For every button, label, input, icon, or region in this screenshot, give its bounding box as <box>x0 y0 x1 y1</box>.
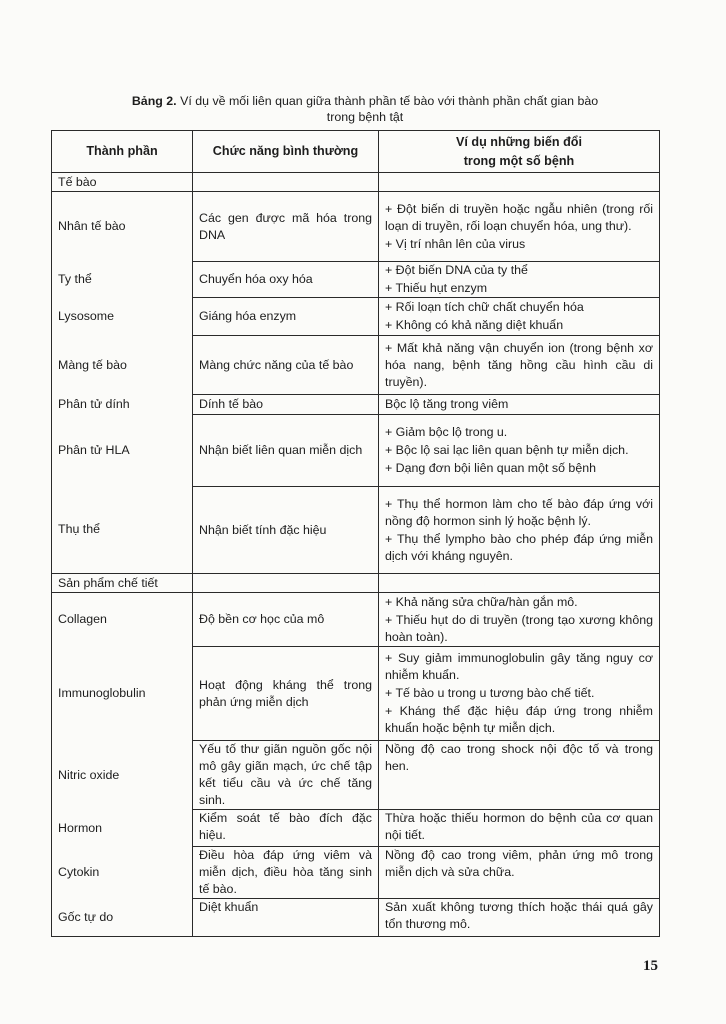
component-cell: Màng tế bào <box>52 336 193 395</box>
changes-cell <box>379 415 660 487</box>
changes-cell <box>379 810 660 847</box>
function-text: Diệt khuẩn <box>199 900 259 914</box>
changes-cell <box>379 487 660 574</box>
empty-cell <box>193 173 379 192</box>
component-cell: Cytokin <box>52 847 193 899</box>
changes-cell <box>379 899 660 937</box>
function-text: Kiểm soát tế bào đích đặc hiệu. <box>199 811 372 842</box>
function-cell <box>193 395 379 415</box>
table-row <box>52 810 660 847</box>
empty-cell <box>379 574 660 593</box>
table-row <box>52 192 660 262</box>
changes-cell <box>379 298 660 336</box>
component-cell: Phân tử HLA <box>52 415 193 487</box>
function-text: Dính tế bào <box>199 397 264 411</box>
function-text: Giáng hóa enzym <box>199 309 297 323</box>
function-cell <box>193 487 379 574</box>
function-cell <box>193 415 379 487</box>
caption-text: Ví dụ về mối liên quan giữa thành phần tế bào với thành phần chất gian bào <box>180 94 599 108</box>
function-cell <box>193 899 379 937</box>
change-item: + Đột biến di truyền hoặc ngẫu nhiên (trong rối loạn di truyền, rối loạn chuyển hóa, ung thư). <box>385 201 653 233</box>
empty-cell <box>379 173 660 192</box>
change-item: + Thụ thể hormon làm cho tế bào đáp ứng với nồng độ hormon sinh lý hoặc bệnh lý. <box>385 496 653 528</box>
change-item: + Mất khả năng vận chuyển ion (trong bệnh xơ hóa nang, bệnh tăng hồng cầu hình cầu di truyền). <box>385 340 653 389</box>
component-cell: Thụ thể <box>52 487 193 574</box>
change-item: + Thiếu hụt enzym <box>385 281 488 295</box>
changes-cell <box>379 593 660 647</box>
component-cell: Hormon <box>52 810 193 847</box>
table-row <box>52 262 660 298</box>
table-row <box>52 847 660 899</box>
change-item: + Kháng thể đặc hiệu đáp ứng trong nhiễm khuẩn hoặc bệnh tự miễn dịch. <box>385 704 653 735</box>
changes-cell <box>379 741 660 810</box>
table-row <box>52 593 660 647</box>
group-title: Sản phẩm chế tiết <box>52 574 193 593</box>
function-cell <box>193 336 379 395</box>
disease-component-table <box>51 130 660 937</box>
function-text: Hoạt động kháng thể trong phản ứng miễn dịch <box>199 677 372 709</box>
function-cell <box>193 847 379 899</box>
changes-cell <box>379 262 660 298</box>
component-cell: Immunoglobulin <box>52 647 193 741</box>
changes-cell <box>379 647 660 741</box>
change-item: + Bộc lộ sai lạc liên quan bệnh tự miễn dịch. <box>385 443 629 457</box>
change-item: Nồng độ cao trong viêm, phản ứng mô trong miễn dịch và sửa chữa. <box>385 848 653 879</box>
table-row <box>52 298 660 336</box>
caption-label: Bảng 2. <box>131 94 177 108</box>
change-item: + Đột biến DNA của ty thể <box>385 263 528 277</box>
function-text: Điều hòa đáp ứng viêm và miễn dịch, điều hòa tăng sinh tế bào. <box>199 848 372 896</box>
table-caption <box>60 93 670 125</box>
component-cell: Gốc tự do <box>52 899 193 937</box>
function-text: Nhận biết liên quan miễn dịch <box>199 443 363 457</box>
function-text: Các gen được mã hóa trong DNA <box>199 210 372 242</box>
function-cell <box>193 192 379 262</box>
change-item: + Dạng đơn bội liên quan một số bệnh <box>385 461 596 475</box>
table-row <box>52 741 660 810</box>
function-text: Độ bền cơ học của mô <box>199 612 325 626</box>
table-row <box>52 899 660 937</box>
change-item: + Tế bào u trong u tương bào chế tiết. <box>385 686 595 700</box>
change-item: + Thụ thể lympho bào cho phép đáp ứng miễn dịch với kháng nguyên. <box>385 531 653 563</box>
component-cell: Nhân tế bào <box>52 192 193 262</box>
table-row <box>52 336 660 395</box>
table-row <box>52 487 660 574</box>
function-cell <box>193 741 379 810</box>
group-header-row <box>52 574 660 593</box>
change-item: + Vị trí nhân lên của virus <box>385 236 526 251</box>
function-cell <box>193 262 379 298</box>
change-item: + Không có khả năng diệt khuẩn <box>385 318 564 332</box>
header-changes <box>379 131 660 173</box>
page-number: 15 <box>643 958 658 974</box>
component-cell: Lysosome <box>52 298 193 336</box>
header-function: Chức năng bình thường <box>193 131 379 173</box>
header-component: Thành phần <box>52 131 193 173</box>
function-text: Màng chức năng của tế bào <box>199 357 354 372</box>
function-text: Nhận biết tính đặc hiệu <box>199 522 327 537</box>
change-item: Thừa hoặc thiếu hormon do bệnh của cơ quan nội tiết. <box>385 811 653 842</box>
table-row <box>52 415 660 487</box>
change-item: + Giảm bộc lộ trong u. <box>385 425 508 439</box>
function-text: Yếu tố thư giãn nguồn gốc nội mô gây giãn mạch, ức chế tập kết tiểu cầu và ức chế tăng sinh. <box>199 742 372 807</box>
change-item: + Rối loạn tích chữ chất chuyển hóa <box>385 300 584 314</box>
function-cell <box>193 810 379 847</box>
component-cell: Phân tử dính <box>52 395 193 415</box>
function-text: Chuyển hóa oxy hóa <box>199 272 313 286</box>
caption-text-line2: trong bệnh tật <box>326 110 404 124</box>
group-header-row <box>52 173 660 192</box>
header-changes-line2: trong một số bệnh <box>463 153 575 168</box>
table-row <box>52 647 660 741</box>
table-row <box>52 395 660 415</box>
change-item: + Thiếu hụt do di truyền (trong tạo xương không hoàn toàn). <box>385 612 653 644</box>
changes-cell <box>379 336 660 395</box>
function-cell <box>193 593 379 647</box>
component-cell: Ty thể <box>52 262 193 298</box>
empty-cell <box>193 574 379 593</box>
table-header-row <box>52 131 660 173</box>
group-title: Tế bào <box>52 173 193 192</box>
change-item: Sản xuất không tương thích hoặc thái quá gây tổn thương mô. <box>385 900 653 931</box>
changes-cell <box>379 395 660 415</box>
component-cell: Collagen <box>52 593 193 647</box>
changes-cell <box>379 847 660 899</box>
change-item: Nồng độ cao trong shock nội độc tố và trong hen. <box>385 742 653 773</box>
change-item: + Suy giảm immunoglobulin gây tăng nguy cơ nhiễm khuẩn. <box>385 651 653 682</box>
function-cell <box>193 298 379 336</box>
changes-cell <box>379 192 660 262</box>
change-item: + Khả năng sửa chữa/hàn gắn mô. <box>385 594 578 609</box>
header-changes-line1: Ví dụ những biến đổi <box>456 134 582 149</box>
function-cell <box>193 647 379 741</box>
component-cell: Nitric oxide <box>52 741 193 810</box>
change-item: Bộc lộ tăng trong viêm <box>385 397 509 411</box>
